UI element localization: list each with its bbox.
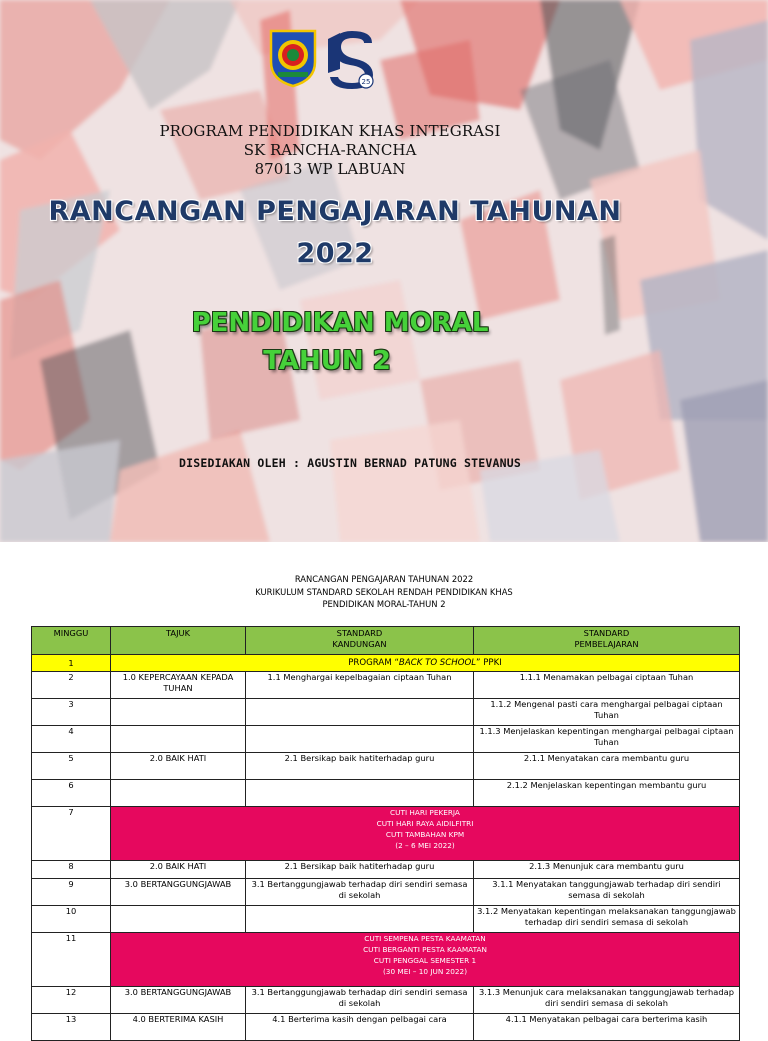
rpt-year: 2022 bbox=[296, 238, 374, 269]
tajuk-cell bbox=[111, 906, 246, 933]
pembelajaran-cell: 3.1.2 Menyatakan kepentingan melaksanakan tanggungjawab terhadap diri sendiri semasa di sekolah bbox=[474, 906, 740, 933]
prepared-by: DISEDIAKAN OLEH : AGUSTIN BERNAD PATUNG STEVANUS bbox=[179, 456, 521, 470]
tajuk-cell: 2.0 BAIK HATI bbox=[111, 861, 246, 879]
school-address: 87013 WP LABUAN bbox=[254, 160, 406, 178]
col-header-tajuk: TAJUK bbox=[111, 627, 246, 655]
pembelajaran-cell: 1.1.2 Mengenal pasti cara menghargai pelbagai ciptaan Tuhan bbox=[474, 699, 740, 726]
pembelajaran-cell: 3.1.1 Menyatakan tanggungjawab terhadap diri sendiri semasa di sekolah bbox=[474, 879, 740, 906]
week-cell: 8 bbox=[32, 861, 111, 879]
week-cell: 12 bbox=[32, 987, 111, 1014]
kandungan-cell bbox=[246, 906, 474, 933]
kandungan-cell: 2.1 Bersikap baik hatiterhadap guru bbox=[246, 861, 474, 879]
table-row bbox=[32, 1014, 740, 1041]
holiday-line: CUTI PENGGAL SEMESTER 1 bbox=[373, 956, 477, 965]
col-header-line: STANDARD bbox=[583, 628, 630, 638]
banner-text-pre: PROGRAM “ bbox=[348, 657, 399, 668]
table-row bbox=[32, 655, 740, 672]
week-cell: 13 bbox=[32, 1014, 111, 1041]
week-cell: 6 bbox=[32, 780, 111, 807]
year-title: TAHUN 2 bbox=[263, 346, 391, 376]
col-header-line: PEMBELAJARAN bbox=[574, 639, 639, 649]
col-header-line: STANDARD bbox=[336, 628, 383, 638]
pembelajaran-cell: 1.1.3 Menjelaskan kepentingan menghargai pelbagai ciptaan Tuhan bbox=[474, 726, 740, 753]
week-cell: 9 bbox=[32, 879, 111, 906]
school-info bbox=[0, 122, 660, 179]
tajuk-cell: 4.0 BERTERIMA KASIH bbox=[111, 1014, 246, 1041]
table-row bbox=[32, 861, 740, 879]
week-cell: 2 bbox=[32, 672, 111, 699]
holiday-banner bbox=[111, 807, 740, 861]
holiday-line: CUTI HARI RAYA AIDILFITRI bbox=[376, 819, 474, 828]
banner-text-em: BACK TO SCHOOL bbox=[398, 657, 477, 668]
table-header-row bbox=[32, 627, 740, 655]
table-row bbox=[32, 699, 740, 726]
col-header-line: KANDUNGAN bbox=[332, 639, 387, 649]
tajuk-cell: 3.0 BERTANGGUNGJAWAB bbox=[111, 879, 246, 906]
doc-heading-line-2: KURIKULUM STANDARD SEKOLAH RENDAH PENDIDIKAN KHAS bbox=[255, 586, 513, 597]
doc-heading-line-1: RANCANGAN PENGAJARAN TAHUNAN 2022 bbox=[294, 574, 474, 584]
col-header-kandungan bbox=[246, 627, 474, 655]
week-cell: 11 bbox=[32, 933, 111, 987]
kandungan-cell: 3.1 Bertanggungjawab terhadap diri sendiri semasa di sekolah bbox=[246, 987, 474, 1014]
labuan-crest-icon bbox=[268, 28, 318, 88]
holiday-line: CUTI HARI PEKERJA bbox=[390, 808, 460, 817]
pembelajaran-cell: 1.1.1 Menamakan pelbagai ciptaan Tuhan bbox=[474, 672, 740, 699]
kandungan-cell: 1.1 Menghargai kepelbagaian ciptaan Tuhan bbox=[246, 672, 474, 699]
logo-b-text: 25 bbox=[361, 78, 371, 86]
table-row bbox=[32, 672, 740, 699]
table-row bbox=[32, 906, 740, 933]
pembelajaran-cell: 2.1.2 Menjelaskan kepentingan membantu guru bbox=[474, 780, 740, 807]
kandungan-cell bbox=[246, 780, 474, 807]
holiday-line: (2 – 6 MEI 2022) bbox=[395, 841, 455, 850]
holiday-line: (30 MEI – 10 JUN 2022) bbox=[382, 967, 468, 976]
tajuk-cell: 3.0 BERTANGGUNGJAWAB bbox=[111, 987, 246, 1014]
week-cell: 5 bbox=[32, 753, 111, 780]
kandungan-cell bbox=[246, 699, 474, 726]
program-banner bbox=[111, 655, 740, 672]
anniversary-25-logo-icon bbox=[326, 29, 376, 93]
doc-heading-line-3: PENDIDIKAN MORAL-TAHUN 2 bbox=[322, 599, 446, 609]
week-cell: 7 bbox=[32, 807, 111, 861]
kandungan-cell bbox=[246, 726, 474, 753]
week-cell: 3 bbox=[32, 699, 111, 726]
week-cell: 1 bbox=[32, 655, 111, 672]
holiday-banner bbox=[111, 933, 740, 987]
kandungan-cell: 2.1 Bersikap baik hatiterhadap guru bbox=[246, 753, 474, 780]
subject-title: PENDIDIKAN MORAL bbox=[191, 308, 489, 338]
pembelajaran-cell: 4.1.1 Menyatakan pelbagai cara berterima kasih bbox=[474, 1014, 740, 1041]
pembelajaran-cell: 3.1.3 Menunjuk cara melaksanakan tanggungjawab terhadap diri sendiri semasa di sekolah bbox=[474, 987, 740, 1014]
col-header-minggu: MINGGU bbox=[32, 627, 111, 655]
tajuk-cell: 1.0 KEPERCAYAAN KEPADA TUHAN bbox=[111, 672, 246, 699]
kandungan-cell: 4.1 Berterima kasih dengan pelbagai cara bbox=[246, 1014, 474, 1041]
table-row bbox=[32, 807, 740, 861]
tajuk-cell: 2.0 BAIK HATI bbox=[111, 753, 246, 780]
school-name: SK RANCHA-RANCHA bbox=[243, 141, 417, 159]
document-heading bbox=[0, 573, 768, 611]
holiday-line: CUTI TAMBAHAN KPM bbox=[385, 830, 465, 839]
week-cell: 4 bbox=[32, 726, 111, 753]
tajuk-cell bbox=[111, 699, 246, 726]
pembelajaran-cell: 2.1.3 Menunjuk cara membantu guru bbox=[474, 861, 740, 879]
tajuk-cell bbox=[111, 780, 246, 807]
table-row bbox=[32, 933, 740, 987]
table-row bbox=[32, 726, 740, 753]
pembelajaran-cell: 2.1.1 Menyatakan cara membantu guru bbox=[474, 753, 740, 780]
school-program: PROGRAM PENDIDIKAN KHAS INTEGRASI bbox=[159, 122, 501, 140]
banner-text-post: ” PPKI bbox=[476, 657, 502, 668]
tajuk-cell bbox=[111, 726, 246, 753]
rpt-title: RANCANGAN PENGAJARAN TAHUNAN bbox=[48, 196, 622, 227]
table-row bbox=[32, 987, 740, 1014]
col-header-pembelajaran bbox=[474, 627, 740, 655]
holiday-line: CUTI BERGANTI PESTA KAAMATAN bbox=[363, 945, 487, 954]
holiday-line: CUTI SEMPENA PESTA KAAMATAN bbox=[364, 934, 486, 943]
table-row bbox=[32, 879, 740, 906]
rpt-table-body bbox=[32, 627, 740, 1041]
kandungan-cell: 3.1 Bertanggungjawab terhadap diri sendiri semasa di sekolah bbox=[246, 879, 474, 906]
logo-group bbox=[268, 28, 380, 98]
week-cell: 10 bbox=[32, 906, 111, 933]
table-row bbox=[32, 780, 740, 807]
rpt-table bbox=[31, 626, 740, 1041]
table-row bbox=[32, 753, 740, 780]
